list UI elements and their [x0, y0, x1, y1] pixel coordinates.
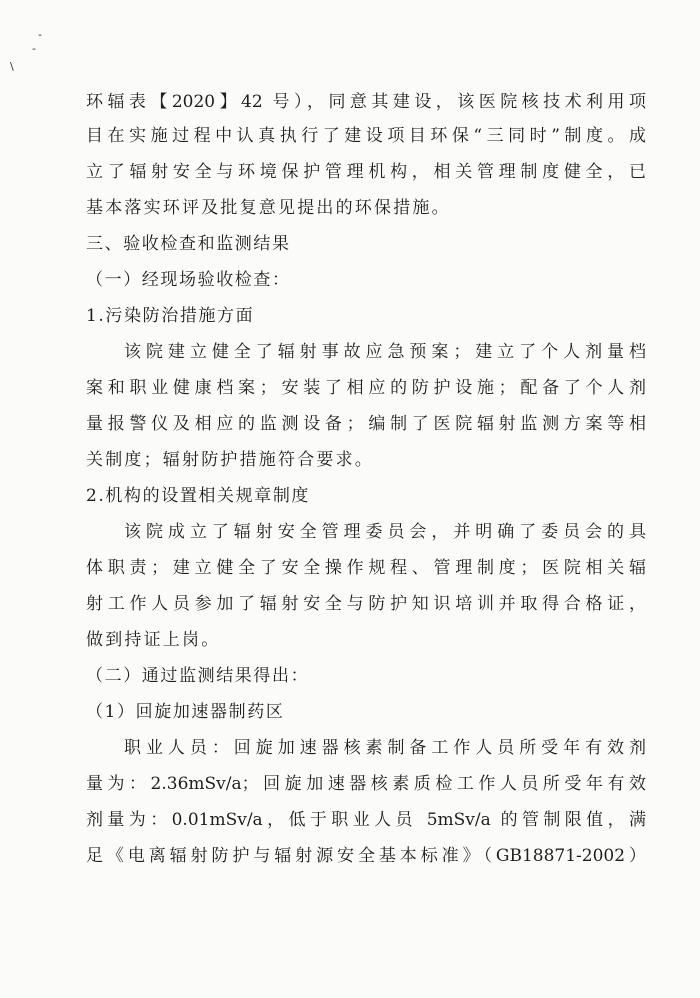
- paragraph-line: 射工作人员参加了辐射安全与防护知识培训并取得合格证，: [86, 594, 646, 614]
- paragraph-line: 量为：2.36mSv/a；回旋加速器核素质检工作人员所受年有效: [86, 774, 646, 794]
- paragraph-line: 量报警仪及相应的监测设备；编制了医院辐射监测方案等相: [86, 414, 646, 434]
- paragraph-line: 剂量为：0.01mSv/a，低于职业人员 5mSv/a 的管制限值，满: [86, 810, 646, 830]
- scan-mark: \: [10, 60, 14, 73]
- paragraph-line: 体职责；建立健全了安全操作规程、管理制度；医院相关辐: [86, 558, 646, 578]
- paragraph-line: 该院建立健全了辐射事故应急预案；建立了个人剂量档: [124, 342, 646, 362]
- item-heading: 1.污染防治措施方面: [86, 306, 255, 326]
- paragraph-line: 该院成立了辐射安全管理委员会，并明确了委员会的具: [124, 522, 646, 542]
- intro-line: 立了辐射安全与环境保护管理机构，相关管理制度健全，已: [86, 162, 646, 182]
- paragraph-line: 职业人员：回旋加速器核素制备工作人员所受年有效剂: [124, 738, 646, 758]
- subsection-heading: （一）经现场验收检查：: [86, 270, 291, 290]
- intro-line: 基本落实环评及批复意见提出的环保措施。: [86, 198, 451, 218]
- paragraph-line: 足《电离辐射防护与辐射源安全基本标准》（GB18871-2002）: [86, 846, 646, 866]
- area-heading: （1）回旋加速器制药区: [86, 702, 285, 722]
- paragraph-line: 关制度；辐射防护措施符合要求。: [86, 450, 374, 470]
- scan-mark: -: [32, 42, 36, 55]
- intro-line: 目在实施过程中认真执行了建设项目环保“三同时”制度。成: [86, 126, 646, 146]
- scan-mark: -: [38, 28, 42, 41]
- paragraph-line: 做到持证上岗。: [86, 630, 221, 650]
- intro-line: 环辐表【2020】42 号），同意其建设，该医院核技术利用项: [86, 92, 646, 112]
- paragraph-line: 案和职业健康档案；安装了相应的防护设施；配备了个人剂: [86, 378, 646, 398]
- section-heading: 三、验收检查和监测结果: [86, 234, 291, 254]
- subsection-heading: （二）通过监测结果得出：: [86, 666, 310, 686]
- item-heading: 2.机构的设置相关规章制度: [86, 486, 311, 506]
